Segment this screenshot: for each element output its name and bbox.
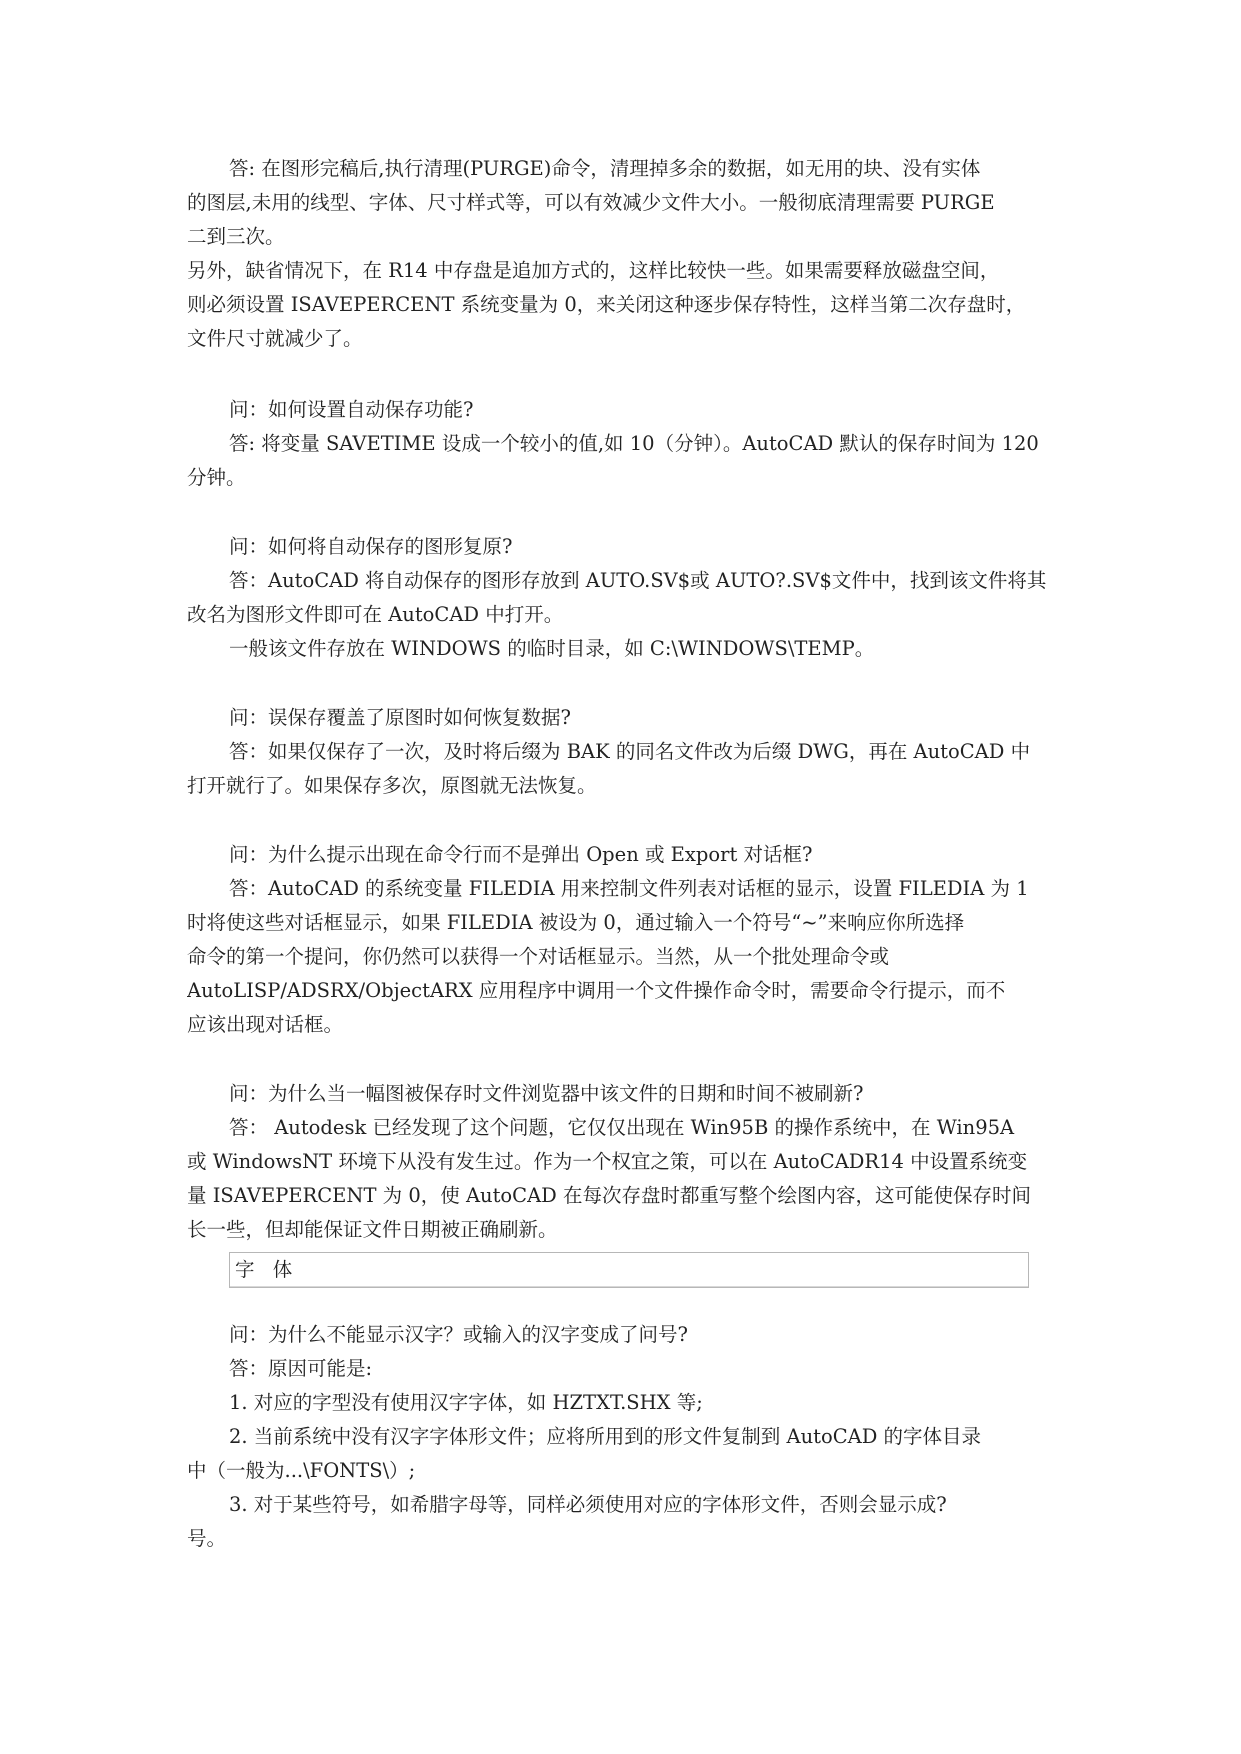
answer-line: 答：如果仅保存了一次，及时将后缀为 BAK 的同名文件改为后缀 DWG，再在 AutoCAD 中 <box>229 740 1031 763</box>
paragraph-line: 答: 在图形完稿后,执行清理(PURGE)命令，清理掉多余的数据，如无用的块、没有实体 <box>229 157 981 180</box>
answer-line: 答： Autodesk 已经发现了这个问题，它仅仅出现在 Win95B 的操作系统中，在 Win95A <box>229 1116 1015 1139</box>
answer-line: 答：AutoCAD 的系统变量 FILEDIA 用来控制文件列表对话框的显示，设置 FILEDIA 为 1 <box>229 877 1029 900</box>
list-item: 3. 对于某些符号，如希腊字母等，同样必须使用对应的字体形文件，否则会显示成? <box>229 1493 947 1516</box>
paragraph-line: 应该出现对话框。 <box>187 1013 344 1036</box>
list-item: 2. 当前系统中没有汉字字体形文件；应将所用到的形文件复制到 AutoCAD 的字体目录 <box>229 1425 982 1448</box>
question-line: 问：为什么提示出现在命令行而不是弹出 Open 或 Export 对话框? <box>229 843 813 866</box>
paragraph-line: 号。 <box>187 1527 227 1550</box>
paragraph-line: 的图层,未用的线型、字体、尺寸样式等，可以有效减少文件大小。一般彻底清理需要 PURGE <box>187 191 995 214</box>
paragraph-line: 文件尺寸就减少了。 <box>187 327 363 350</box>
list-item: 1. 对应的字型没有使用汉字字体，如 HZTXT.SHX 等; <box>229 1391 703 1414</box>
paragraph-line: 时将使这些对话框显示，如果 FILEDIA 被设为 0，通过输入一个符号“~”来响应你所选择 <box>187 911 965 934</box>
section-header: 字 体 <box>235 1258 299 1281</box>
paragraph-line: 则必须设置 ISAVEPERCENT 系统变量为 0，来关闭这种逐步保存特性，这样当第二次存盘时， <box>187 293 1026 316</box>
paragraph-line: 命令的第一个提问，你仍然可以获得一个对话框显示。当然，从一个批处理命令或 <box>187 945 890 968</box>
question-line: 问：误保存覆盖了原图时如何恢复数据? <box>229 706 571 729</box>
paragraph-line: 一般该文件存放在 WINDOWS 的临时目录，如 C:\WINDOWS\TEMP。 <box>229 637 875 660</box>
answer-line: 答：原因可能是: <box>229 1357 373 1380</box>
paragraph-line: 二到三次。 <box>187 225 285 248</box>
paragraph-line: 长一些，但却能保证文件日期被正确刷新。 <box>187 1218 558 1241</box>
question-line: 问：为什么不能显示汉字？或输入的汉字变成了问号? <box>229 1323 688 1346</box>
section-header-box <box>229 1252 1029 1288</box>
paragraph-line: 或 WindowsNT 环境下从没有发生过。作为一个权宜之策，可以在 AutoCADR14 中设置系统变 <box>187 1150 1028 1173</box>
question-line: 问：如何将自动保存的图形复原? <box>229 535 513 558</box>
paragraph-line: 中（一般为...\FONTS\）; <box>187 1459 416 1482</box>
paragraph-line: 分钟。 <box>187 466 246 489</box>
answer-line: 答: 将变量 SAVETIME 设成一个较小的值,如 10（分钟）。AutoCAD 默认的保存时间为 120 <box>229 432 1039 455</box>
paragraph-line: 量 ISAVEPERCENT 为 0，使 AutoCAD 在每次存盘时都重写整个绘图内容，这可能使保存时间 <box>187 1184 1032 1207</box>
paragraph-line: 打开就行了。如果保存多次，原图就无法恢复。 <box>187 774 597 797</box>
paragraph-line: 另外，缺省情况下，在 R14 中存盘是追加方式的，这样比较快一些。如果需要释放磁盘空间， <box>187 259 1000 282</box>
paragraph-line: 改名为图形文件即可在 AutoCAD 中打开。 <box>187 603 564 626</box>
paragraph-line: AutoLISP/ADSRX/ObjectARX 应用程序中调用一个文件操作命令时，需要命令行提示，而不 <box>187 979 1006 1002</box>
answer-line: 答：AutoCAD 将自动保存的图形存放到 AUTO.SV$或 AUTO?.SV$文件中，找到该文件将其 <box>229 569 1047 592</box>
question-line: 问：为什么当一幅图被保存时文件浏览器中该文件的日期和时间不被刷新? <box>229 1082 864 1105</box>
question-line: 问：如何设置自动保存功能? <box>229 398 474 421</box>
